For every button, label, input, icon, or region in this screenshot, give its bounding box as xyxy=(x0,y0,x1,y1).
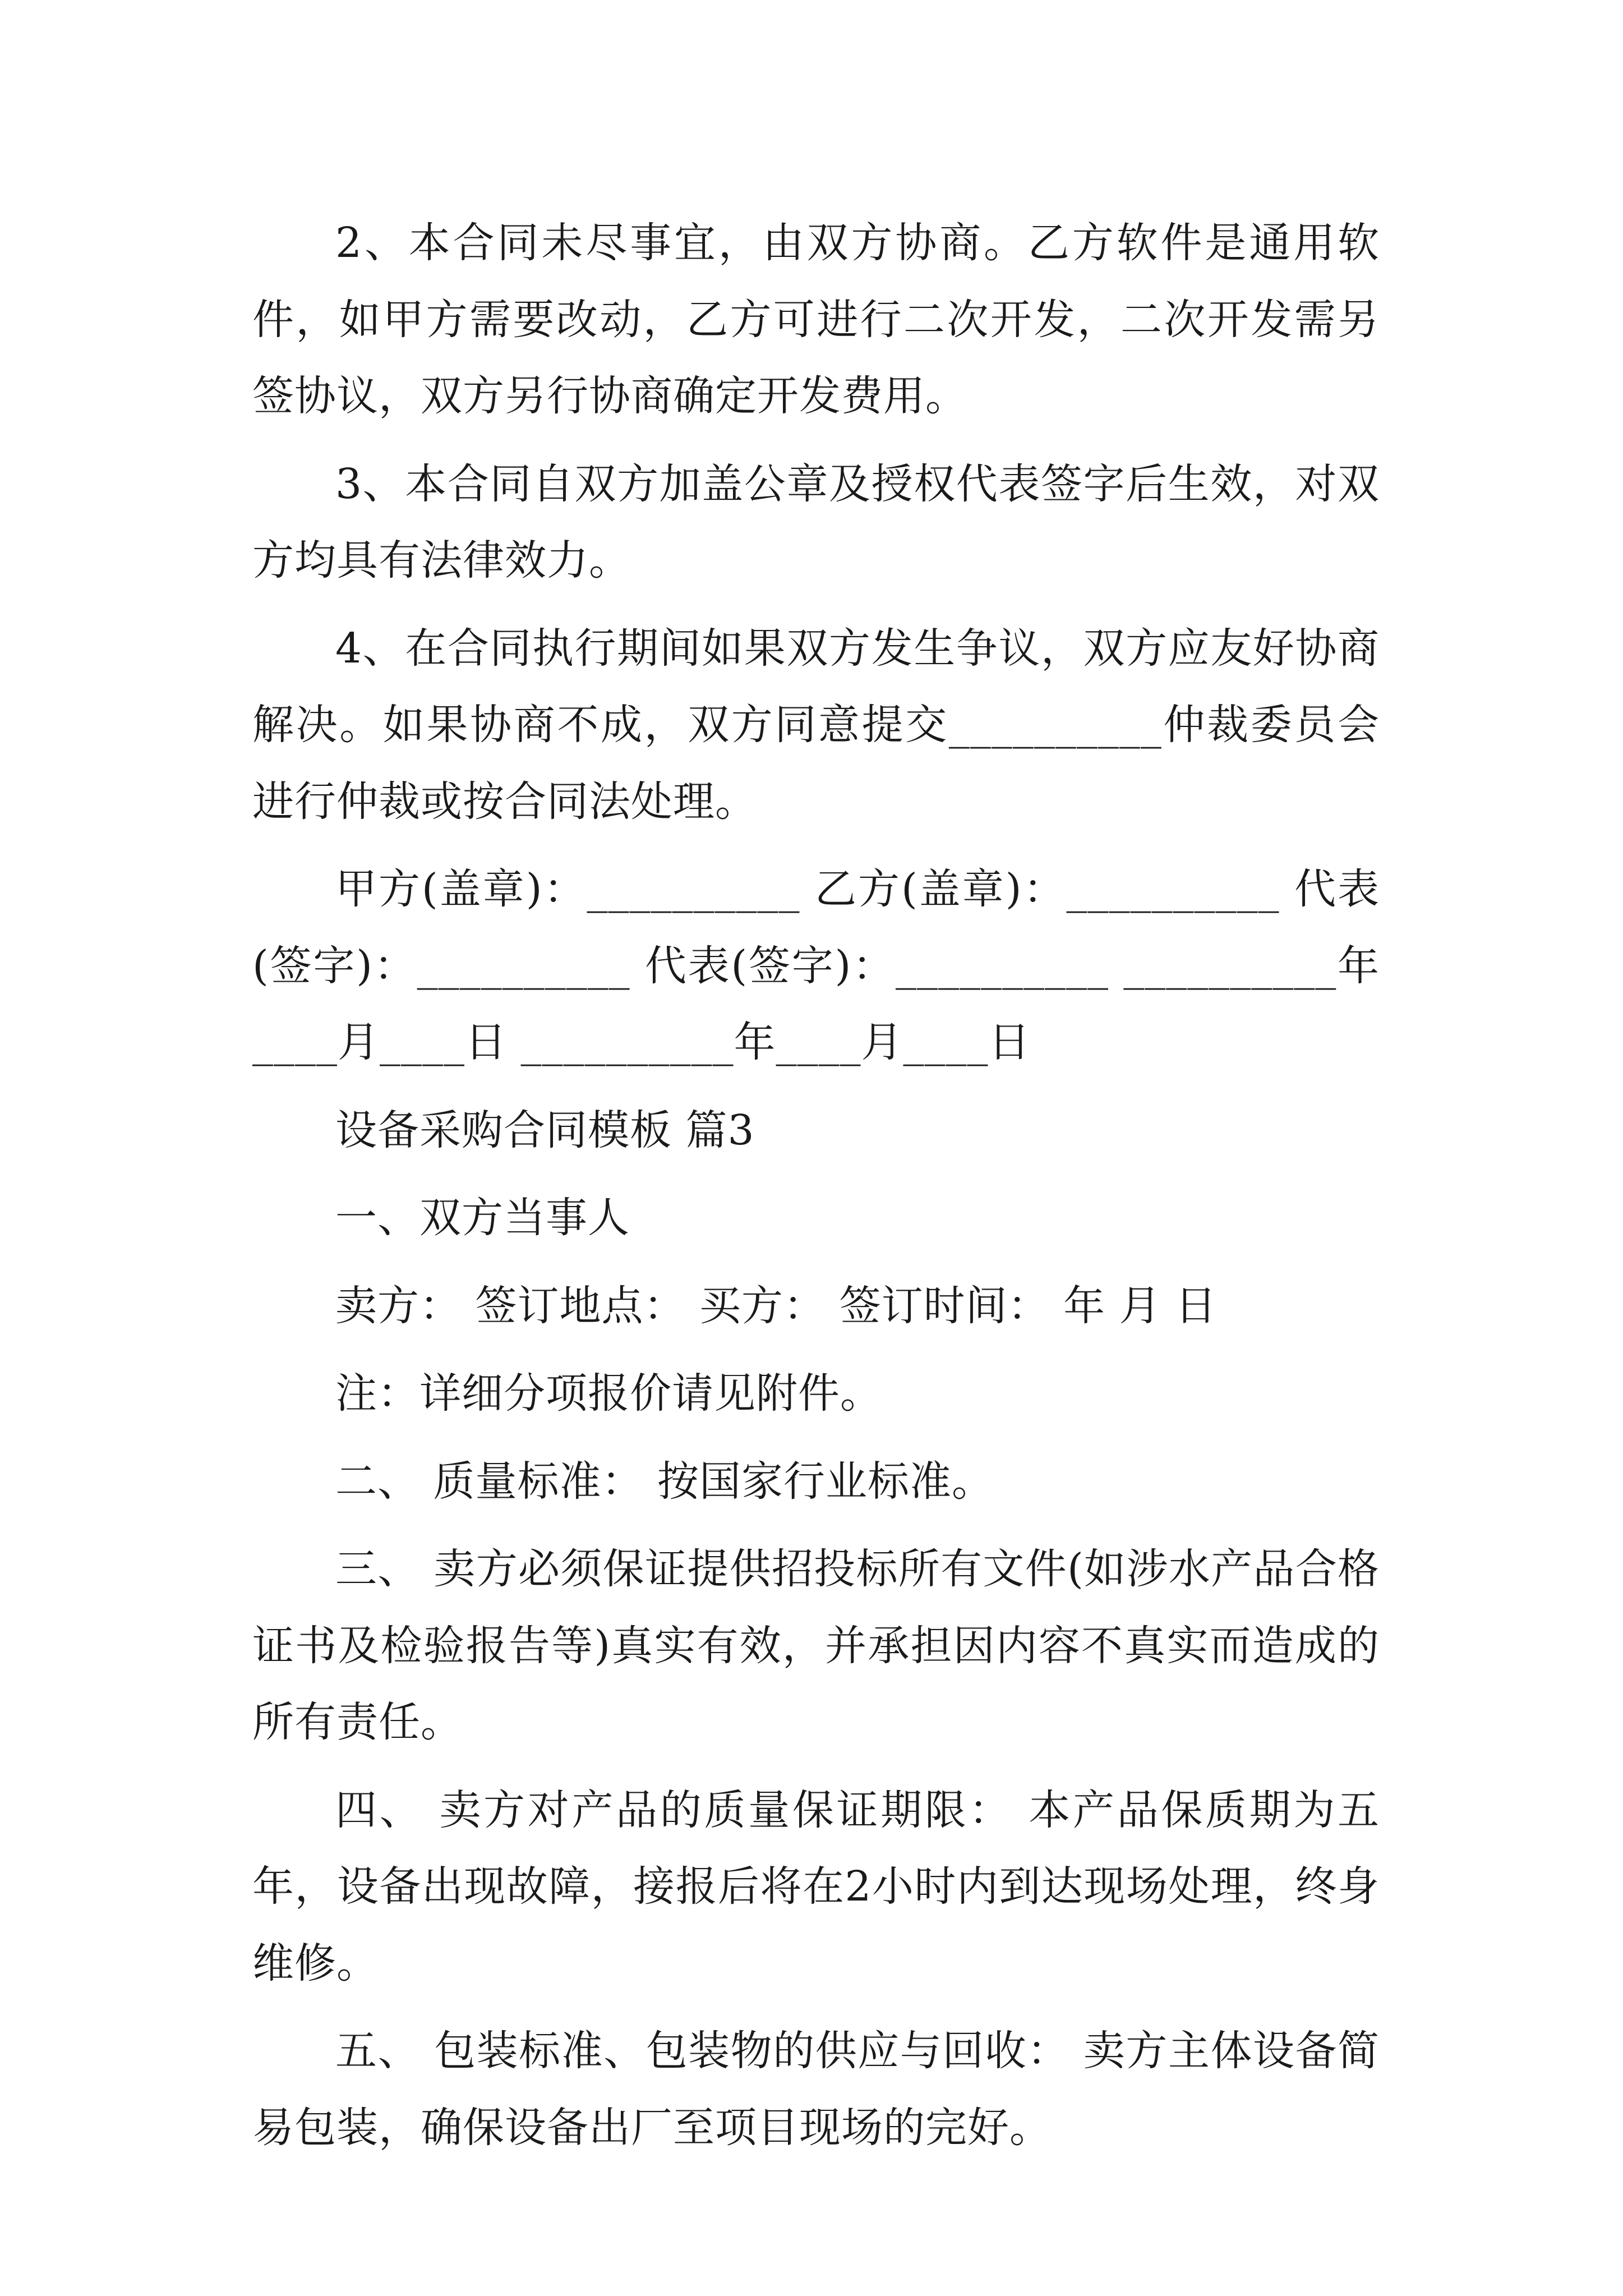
packaging-paragraph: 五、 包装标准、包装物的供应与回收： 卖方主体设备简易包装，确保设备出厂至项目现场的完好。 xyxy=(252,2027,1380,2152)
clause-3-paragraph: 3、本合同自双方加盖公章及授权代表签字后生效，对双方均具有法律效力。 xyxy=(252,459,1380,585)
clause-4-paragraph: 4、在合同执行期间如果双方发生争议，双方应友好协商解决。如果协商不成，双方同意提交__________仲裁委员会进行仲裁或按合同法处理。 xyxy=(252,624,1380,826)
note-line: 注：详细分项报价请见附件。 xyxy=(335,1369,882,1418)
quality-standard-paragraph: 二、 质量标准： 按国家行业标准。 xyxy=(335,1457,994,1506)
section-one-heading: 一、双方当事人 xyxy=(335,1194,630,1242)
clause-2-paragraph: 2、本合同未尽事宜，由双方协商。乙方软件是通用软件，如甲方需要改动，乙方可进行二次开发，二次开发需另签协议，双方另行协商确定开发费用。 xyxy=(252,219,1380,420)
documents-guarantee-paragraph: 三、 卖方必须保证提供招投标所有文件(如涉水产品合格证书及检验报告等)真实有效，并承担因内容不真实而造成的所有责任。 xyxy=(252,1545,1380,1746)
parties-line: 卖方： 签订地点： 买方： 签订时间： 年 月 日 xyxy=(335,1281,1218,1330)
section-heading: 设备采购合同模板 篇3 xyxy=(335,1106,755,1154)
document-body xyxy=(252,205,1380,2166)
signature-block: 甲方(盖章)：__________ 乙方(盖章)：__________ 代表(签字)：__________ 代表(签字)：__________ __________年____月____日 __________年____月____日 xyxy=(252,865,1380,1066)
warranty-paragraph: 四、 卖方对产品的质量保证期限： 本产品保质期为五年，设备出现故障，接报后将在2小时内到达现场处理，终身维修。 xyxy=(252,1786,1380,1987)
